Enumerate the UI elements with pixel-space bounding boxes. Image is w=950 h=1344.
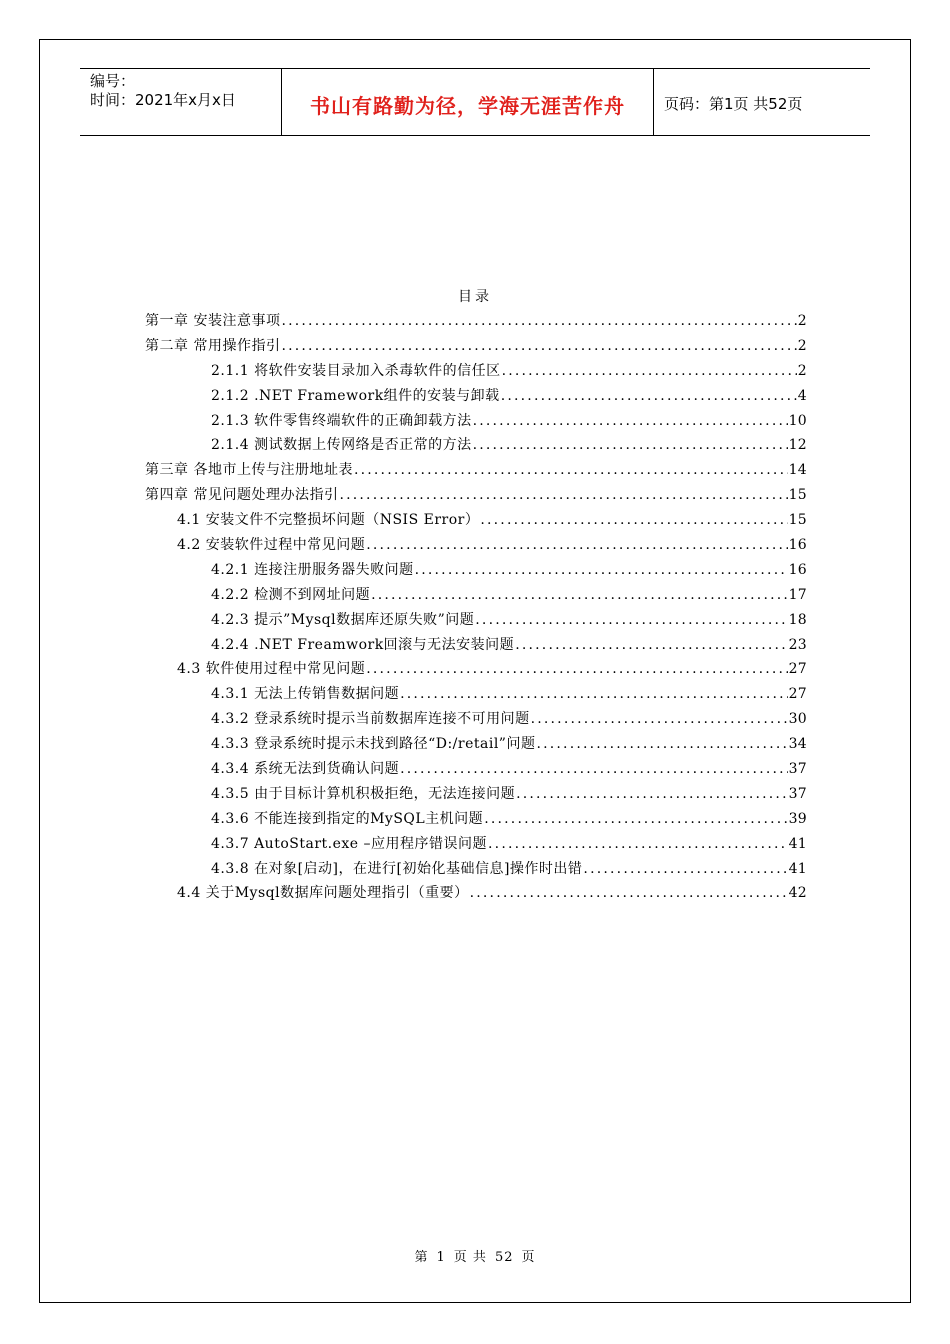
- footer-mid: 页 共: [453, 1250, 487, 1265]
- toc-entry-label: 4.3.5 由于目标计算机积极拒绝，无法连接问题: [211, 785, 516, 802]
- toc-title: 目录: [458, 289, 492, 305]
- toc-leader-dots: [488, 833, 788, 855]
- toc-entry[interactable]: [145, 509, 807, 534]
- toc-leader-dots: [371, 584, 788, 606]
- toc-entry-label: 第二章 常用操作指引: [145, 337, 281, 354]
- toc-entry[interactable]: [145, 683, 807, 708]
- toc-entry-page: 2: [797, 313, 807, 329]
- toc-entry-page: 2: [797, 337, 807, 354]
- footer-suffix: 页: [521, 1250, 536, 1265]
- toc-entry-page: 18: [788, 611, 807, 628]
- toc-leader-dots: [473, 434, 788, 456]
- toc-entry-label: 4.3.6 不能连接到指定的MySQL主机问题: [211, 810, 484, 827]
- toc-entry[interactable]: [145, 609, 807, 634]
- toc-entry-label: 4.2.1 连接注册服务器失败问题: [211, 561, 414, 578]
- toc-entry-page: 14: [788, 462, 807, 479]
- page-header: [80, 68, 870, 136]
- toc-leader-dots: [400, 683, 788, 705]
- toc-entry-label: 2.1.1 将软件安装目录加入杀毒软件的信任区: [211, 362, 501, 379]
- toc-entry-label: 4.3.2 登录系统时提示当前数据库连接不可用问题: [211, 711, 530, 728]
- toc-entry-label: 4.3.7 AutoStart.exe –应用程序错误问题: [211, 835, 488, 852]
- toc-leader-dots: [354, 459, 788, 481]
- toc-entry-label: 2.1.4 测试数据上传网络是否正常的方法: [211, 437, 472, 454]
- toc-entry[interactable]: [145, 708, 807, 733]
- toc-entry-label: 4.3 软件使用过程中常见问题: [177, 661, 366, 678]
- toc-entry-label: 4.3.8 在对象[启动]，在进行[初始化基础信息]操作时出错: [211, 860, 583, 877]
- page-footer: [0, 1246, 950, 1265]
- toc-leader-dots: [366, 534, 787, 556]
- document-time-label: 时间：2021年x月x日: [90, 91, 236, 109]
- toc-entry-page: 34: [788, 736, 807, 753]
- toc-leader-dots: [415, 559, 788, 581]
- header-page-info: 页码：第1页 共52页: [664, 94, 803, 113]
- toc-entry-page: 41: [788, 835, 807, 852]
- toc-entry-page: 10: [788, 412, 807, 429]
- toc-entry[interactable]: [145, 310, 807, 335]
- toc-leader-dots: [480, 509, 787, 531]
- toc-entry-page: 41: [788, 860, 807, 877]
- toc-entry-label: 第三章 各地市上传与注册地址表: [145, 462, 353, 479]
- toc-entry-page: 16: [788, 561, 807, 578]
- toc-leader-dots: [501, 385, 797, 407]
- toc-entry[interactable]: [145, 360, 807, 385]
- toc-leader-dots: [515, 634, 787, 656]
- toc-entry[interactable]: [145, 410, 807, 435]
- toc-entry-label: 2.1.3 软件零售终端软件的正确卸载方法: [211, 412, 472, 429]
- toc-leader-dots: [281, 310, 796, 332]
- toc-entry-label: 2.1.2 .NET Framework组件的安装与卸载: [211, 387, 500, 404]
- footer-current-page: 1: [436, 1250, 446, 1265]
- toc-entry-label: 4.2.2 检测不到网址问题: [211, 586, 371, 603]
- toc-entry[interactable]: [145, 484, 807, 509]
- footer-total-pages: 52: [494, 1250, 514, 1265]
- toc-entry[interactable]: [145, 882, 807, 907]
- toc-leader-dots: [583, 858, 787, 880]
- toc-entry-page: 37: [788, 785, 807, 802]
- header-motto: 书山有路勤为径，学海无涯苦作舟: [282, 69, 654, 135]
- header-meta: [80, 69, 282, 135]
- toc-leader-dots: [502, 360, 797, 382]
- toc-leader-dots: [473, 410, 788, 432]
- toc-entry-label: 4.1 安装文件不完整损坏问题（NSIS Error）: [177, 512, 480, 529]
- toc-entry[interactable]: [145, 459, 807, 484]
- toc-entry-page: 17: [788, 586, 807, 603]
- toc-entry[interactable]: [145, 733, 807, 758]
- toc-entry-page: 23: [788, 636, 807, 653]
- toc-entry-page: 42: [788, 885, 807, 902]
- toc-leader-dots: [400, 758, 788, 780]
- toc-entry[interactable]: [145, 783, 807, 808]
- toc-entry-page: 15: [788, 487, 807, 504]
- toc-entry-page: 2: [797, 362, 807, 379]
- toc-entry-page: 16: [788, 537, 807, 554]
- toc-leader-dots: [281, 335, 796, 357]
- toc-entry[interactable]: [145, 385, 807, 410]
- toc-entry[interactable]: [145, 335, 807, 360]
- toc-leader-dots: [531, 708, 788, 730]
- toc-entry[interactable]: [145, 808, 807, 833]
- toc-entry[interactable]: [145, 758, 807, 783]
- toc-entry-label: 4.2 安装软件过程中常见问题: [177, 537, 366, 554]
- toc-entry-label: 第一章 安装注意事项: [145, 313, 281, 329]
- toc-entry-label: 4.2.3 提示”Mysql数据库还原失败”问题: [211, 611, 475, 628]
- toc-entry[interactable]: [145, 658, 807, 683]
- toc-leader-dots: [470, 882, 788, 904]
- toc-entry[interactable]: [145, 584, 807, 609]
- toc-leader-dots: [536, 733, 787, 755]
- toc-entry-label: 4.3.3 登录系统时提示未找到路径“D:/retail”问题: [211, 736, 536, 753]
- toc-entry-label: 4.3.1 无法上传销售数据问题: [211, 686, 400, 703]
- toc-entry-page: 15: [788, 512, 807, 529]
- toc-entry[interactable]: [145, 559, 807, 584]
- document-code-label: 编号：: [90, 72, 136, 90]
- toc-leader-dots: [475, 609, 787, 631]
- toc-entry-page: 12: [788, 437, 807, 454]
- toc-leader-dots: [516, 783, 788, 805]
- toc-entry-page: 27: [788, 686, 807, 703]
- toc-entry[interactable]: [145, 858, 807, 883]
- toc-entry-label: 4.4 关于Mysql数据库问题处理指引（重要）: [177, 885, 469, 902]
- toc-entry-label: 4.3.4 系统无法到货确认问题: [211, 761, 400, 778]
- toc-leader-dots: [366, 658, 787, 680]
- toc-leader-dots: [484, 808, 787, 830]
- toc-entry[interactable]: [145, 434, 807, 459]
- toc-entry[interactable]: [145, 833, 807, 858]
- toc-entry-page: 30: [788, 711, 807, 728]
- toc-entry-page: 39: [788, 810, 807, 827]
- toc-entry-page: 27: [788, 661, 807, 678]
- toc-entry[interactable]: [145, 634, 807, 659]
- toc-entry[interactable]: [145, 534, 807, 559]
- footer-prefix: 第: [414, 1250, 429, 1265]
- toc-entry-label: 4.2.4 .NET Freamwork回滚与无法安装问题: [211, 636, 515, 653]
- toc-entry-label: 第四章 常见问题处理办法指引: [145, 487, 339, 504]
- toc-entry-page: 37: [788, 761, 807, 778]
- table-of-contents: [145, 310, 807, 907]
- toc-leader-dots: [339, 484, 787, 506]
- toc-entry-page: 4: [797, 387, 807, 404]
